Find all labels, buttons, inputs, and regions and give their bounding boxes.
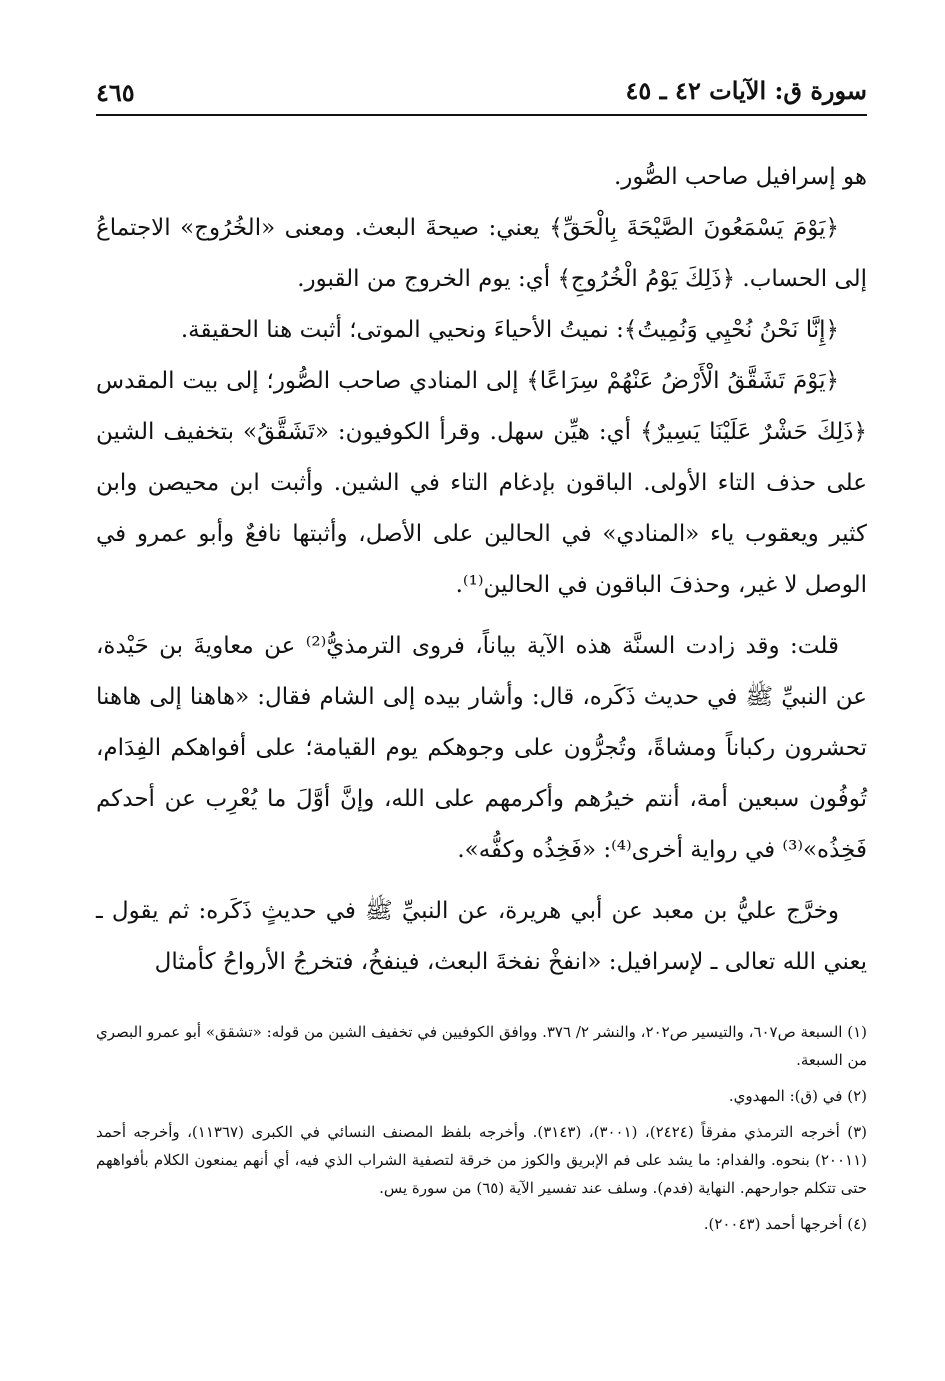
paragraph: ﴿يَوْمَ يَسْمَعُونَ الصَّيْحَةَ بِالْحَقِّ﴾ يعني: صيحةَ البعث. ومعنى «الخُرُوج» الاجتماعُ إلى الحساب. ﴿ذَلِكَ يَوْمُ الْخُرُوجِ﴾ أي: يوم الخروج من القبور. bbox=[96, 215, 867, 292]
paragraph: قلت: وقد زادت السنَّة هذه الآية بياناً، فروى الترمذيُّ⁽²⁾ عن معاويةَ بن حَيْدة، عن النبيِّ ﷺ في حديث ذَكَره، قال: وأشار بيده إلى الشام فقال: «هاهنا إلى هاهنا تحشرون ركباناً ومشاةً، وتُجرُّون على وجوهكم يوم القيامة؛ على أفواهكم الفِدَام، تُوفُون سبعين أمة، أنتم خيرُهم وأكرمهم على الله، وإنَّ أوَّلَ ما يُعْرِب عن أحدكم فَخِذُه»⁽³⁾ في رواية أخرى⁽⁴⁾: «فَخِذُه وكفُّه». bbox=[96, 633, 867, 863]
paragraph: وخرَّج عليُّ بن معبد عن أبي هريرة، عن النبيِّ ﷺ في حديثٍ ذَكَره: ثم يقول ـ يعني الله تعالى ـ لإسرافيل: «انفخْ نفخةَ البعث، فينفخُ، فتخرجُ الأرواحُ كأمثال bbox=[96, 898, 867, 975]
paragraph: ﴿إِنَّا نَحْنُ نُحْيِي وَنُمِيتُ﴾: نميتُ الأحياءَ ونحيي الموتى؛ أثبت هنا الحقيقة. bbox=[180, 317, 839, 343]
footnote: (٢) في (ق): المهدوي. bbox=[728, 1087, 867, 1105]
paragraph: ﴿يَوْمَ تَشَقَّقُ الْأَرْضُ عَنْهُمْ سِرَاعًا﴾ إلى المنادي صاحب الصُّور؛ إلى بيت المقدس ﴿ذَلِكَ حَشْرٌ عَلَيْنَا يَسِيرٌ﴾ أي: هيِّن سهل. وقرأ الكوفيون: «تَشَقَّقُ» بتخفيف الشين على حذف التاء الأولى. الباقون بإدغام التاء في الشين. وأثبت ابن محيصن وابن كثير ويعقوب ياء «المنادي» في الحالين على الأصل، وأثبتها نافعٌ وأبو عمرو في الوصل لا غير، وحذفَ الباقون في الحالين⁽¹⁾. bbox=[96, 368, 867, 598]
main-text bbox=[96, 152, 867, 988]
paragraph: هو إسرافيل صاحب الصُّور. bbox=[613, 164, 867, 190]
page-number: ٤٦٥ bbox=[96, 78, 135, 107]
running-title: سورة ق: الآيات ٤٢ ـ ٤٥ bbox=[625, 76, 867, 105]
footnote: (٤) أخرجها أحمد (٢٠٠٤٣). bbox=[703, 1215, 867, 1233]
page-header bbox=[96, 70, 867, 116]
footnote: (١) السبعة ص٦٠٧، والتيسير ص٢٠٢، والنشر ٢/ ٣٧٦. ووافق الكوفيين في تخفيف الشين من قوله: «تشقق» أبو عمرو البصري من السبعة. bbox=[96, 1023, 867, 1069]
footnote: (٣) أخرجه الترمذي مفرقاً (٢٤٢٤)، (٣٠٠١)، (٣١٤٣). وأخرجه بلفظ المصنف النسائي في الكبرى (١١٣٦٧)، وأخرجه أحمد (٢٠٠١١) بنحوه. والفدام: ما يشد على فم الإبريق والكوز من خرقة لتصفية الشراب الذي فيه، أي أنهم يمنعون الكلام بأفواههم حتى تتكلم جوارحهم. النهاية (فدم). وسلف عند تفسير الآية (٦٥) من سورة يس. bbox=[96, 1123, 867, 1197]
footnotes bbox=[96, 1018, 867, 1246]
